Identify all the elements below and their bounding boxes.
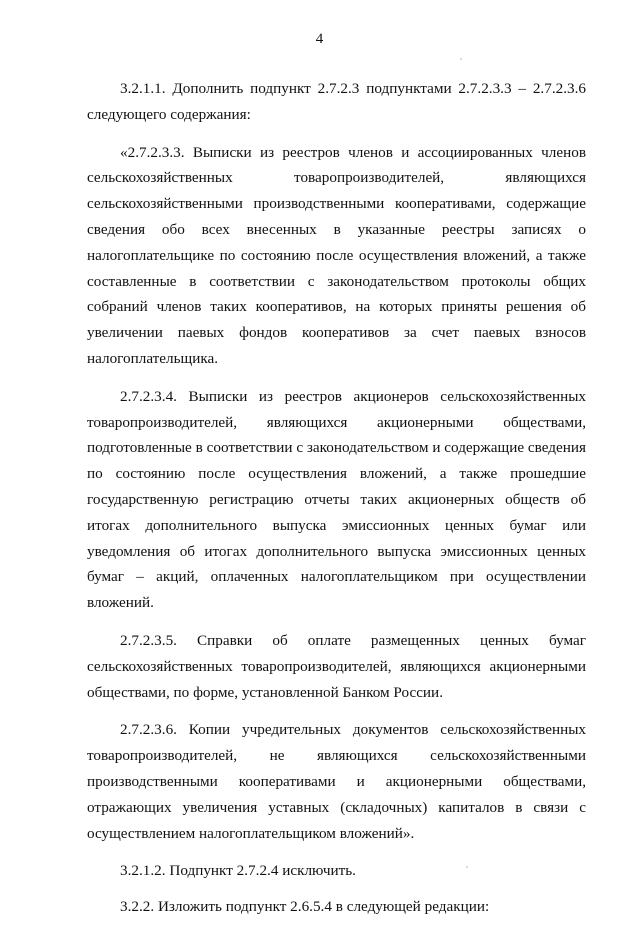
paragraph-2-7-2-3-3: «2.7.2.3.3. Выписки из реестров членов и ассоциированных членов сельскохозяйственных товаропроизводителей, являющихся сельскохозяйственными производственными кооперативами, содержащие сведения обо всех внесенных в указанные реестры записях о налогоплательщике по состоянию после осуществления вложений, а также составленные в соответствии с законодательством протоколы общих собраний членов таких кооперативов, на которых приняты решения об увеличении паевых фондов кооперативов за счет паевых взносов налогоплательщика. [87, 143, 586, 367]
paragraph-2-7-2-3-5: 2.7.2.3.5. Справки об оплате размещенных ценных бумаг сельскохозяйственных товаропроизводителей, являющихся акционерными обществами, по форме, установленной Банком России. [87, 631, 586, 701]
scan-artifact-dot [466, 866, 468, 868]
paragraph-2-7-2-3-6: 2.7.2.3.6. Копии учредительных документов сельскохозяйственных товаропроизводителей, не являющихся сельскохозяйственными производственными кооперативами и акционерными обществами, отражающих увеличения уставных (складочных) капиталов в связи с осуществлением налогоплательщиком вложений». [87, 721, 586, 842]
document-body [87, 76, 586, 932]
scan-artifact-dot [460, 58, 462, 60]
page-number: 4 [315, 31, 324, 47]
paragraph-3-2-1-2: 3.2.1.2. Подпункт 2.7.2.4 исключить. [120, 862, 356, 880]
paragraph-3-2-1-1: 3.2.1.1. Дополнить подпункт 2.7.2.3 подпунктами 2.7.2.3.3 – 2.7.2.3.6 следующего содержания: [87, 80, 586, 123]
paragraph-2-7-2-3-4: 2.7.2.3.4. Выписки из реестров акционеров сельскохозяйственных товаропроизводителей, являющихся акционерными обществами, подготовленные в соответствии с законодательством и содержащие сведения по состоянию после осуществления вложений, а также прошедшие государственную регистрацию отчеты таких акционерных обществ об итогах дополнительного выпуска эмиссионных ценных бумаг или уведомления об итогах дополнительного выпуска эмиссионных ценных бумаг – акций, оплаченных налогоплательщиком при осуществлении вложений. [87, 387, 586, 612]
paragraph-3-2-2: 3.2.2. Изложить подпункт 2.6.5.4 в следующей редакции: [120, 898, 490, 916]
